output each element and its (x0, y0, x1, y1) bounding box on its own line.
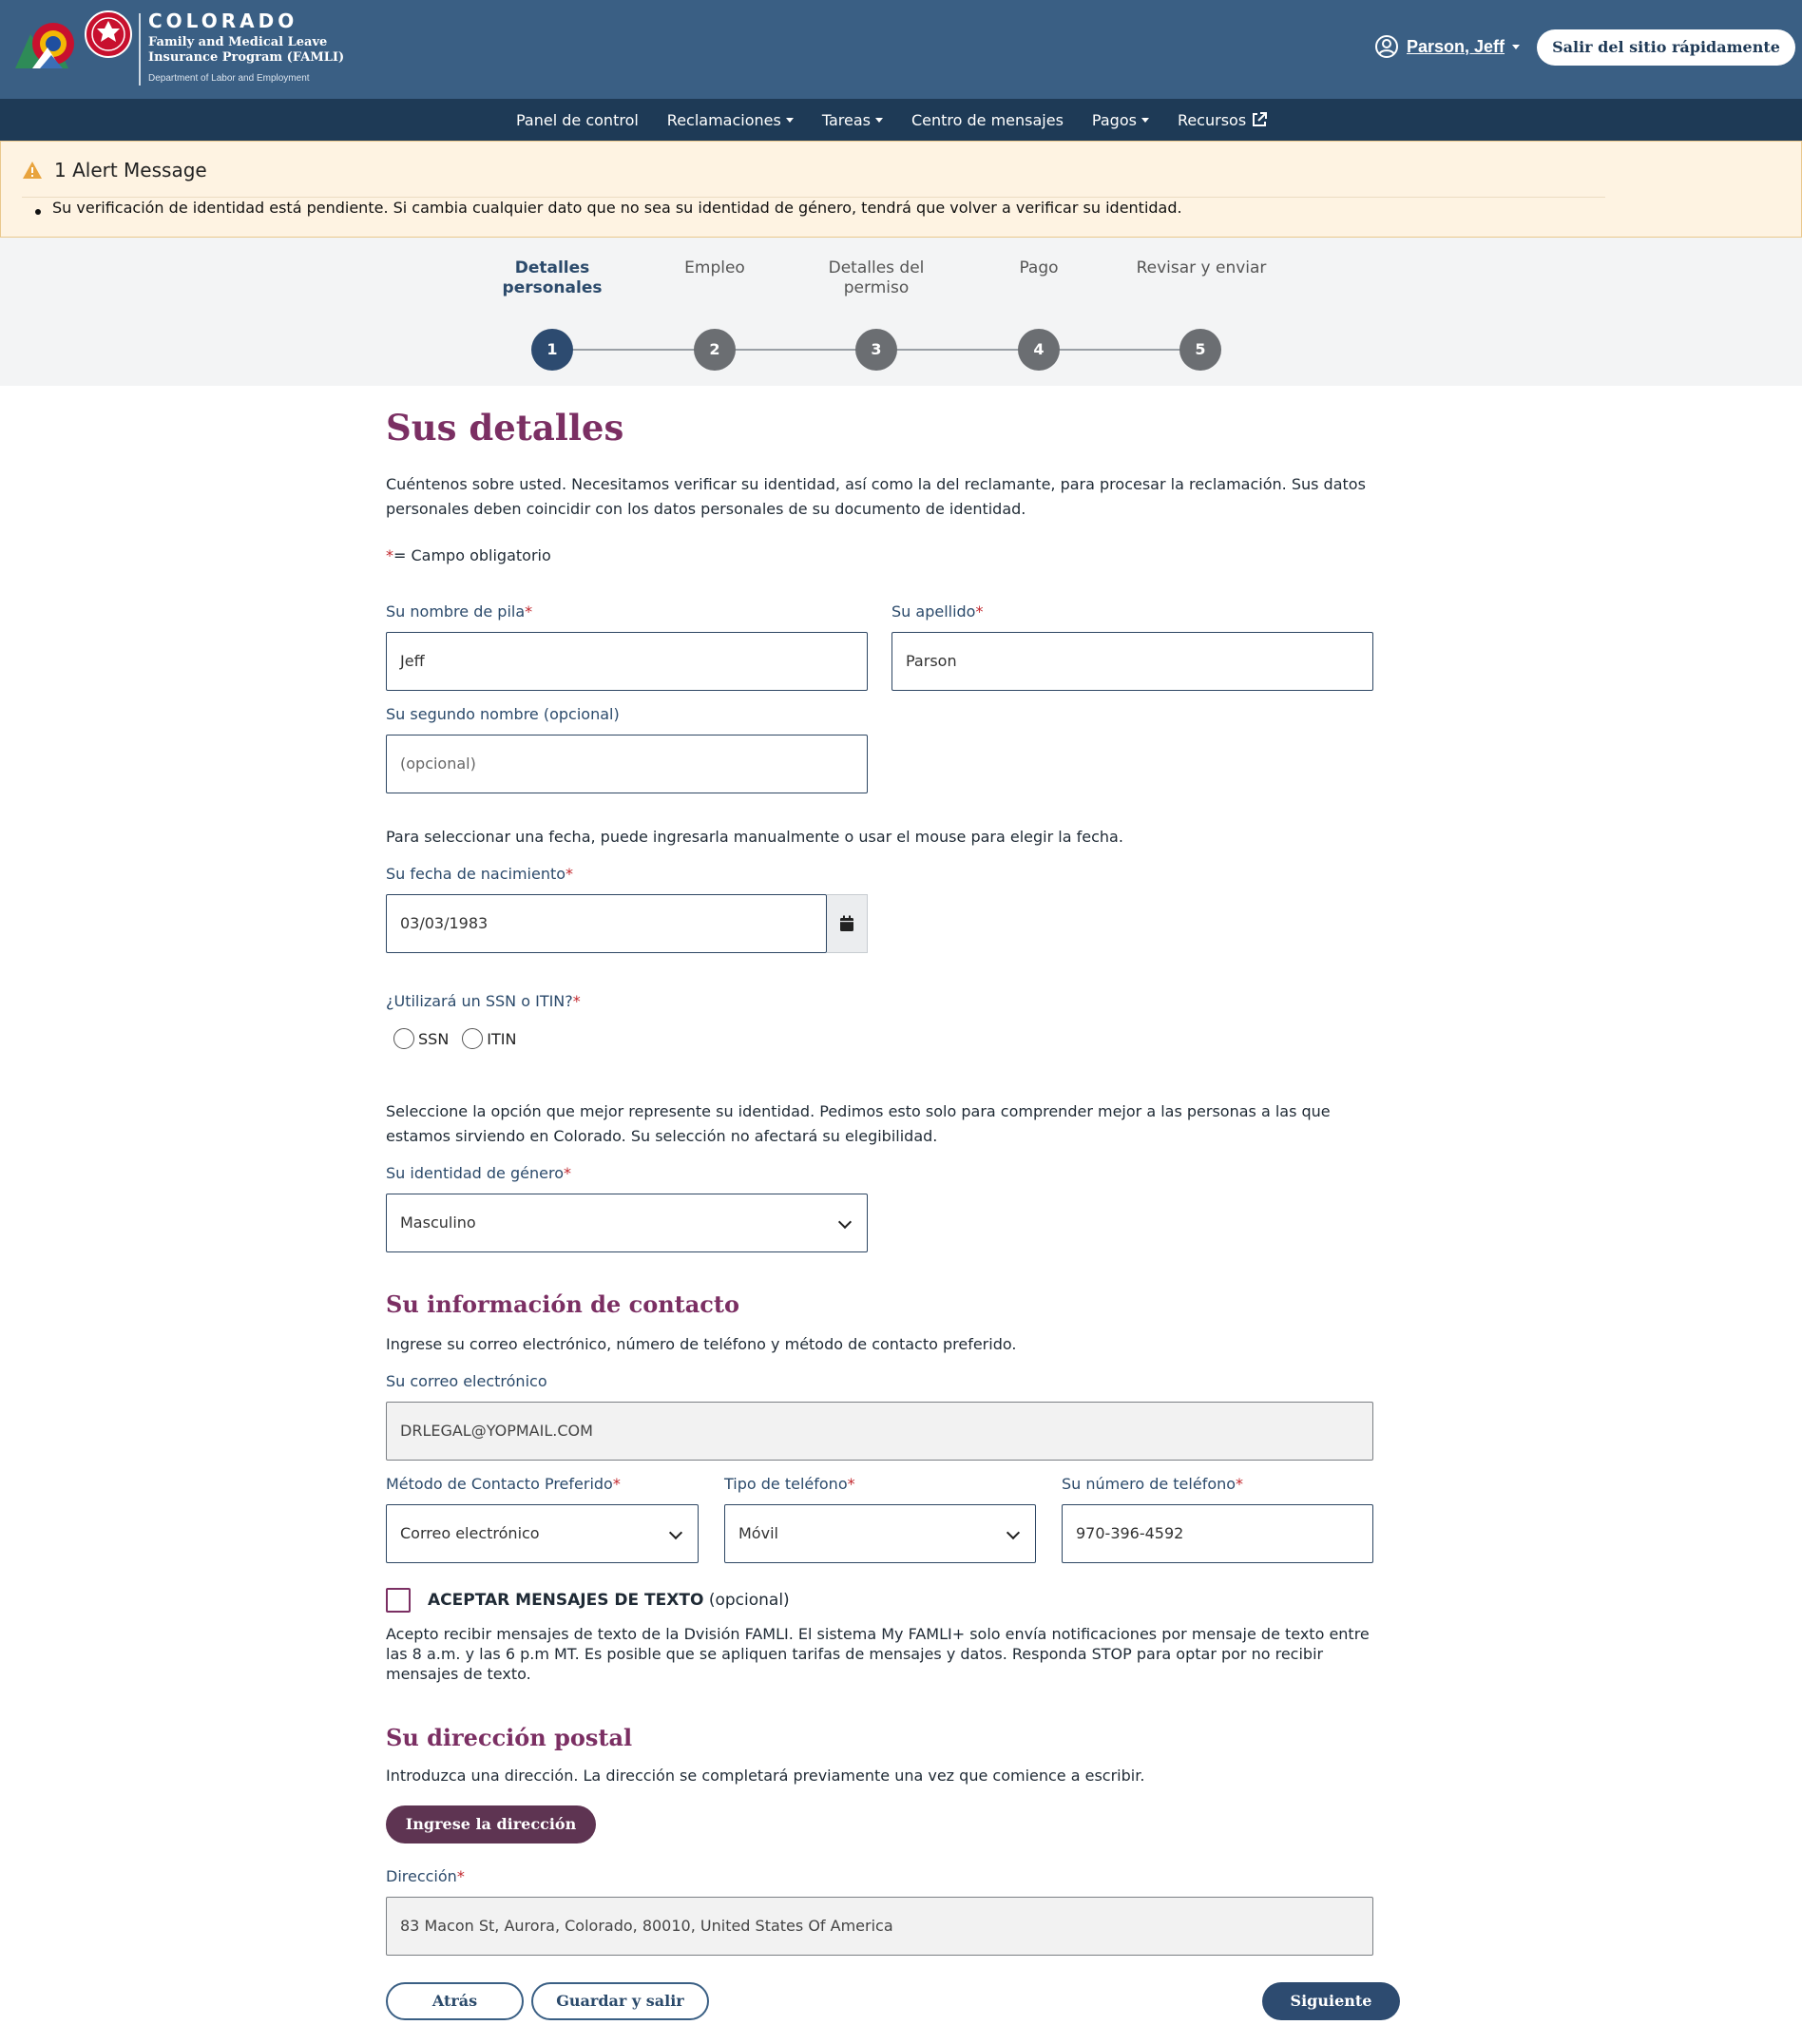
sms-disclaimer: Acepto recibir mensajes de texto de la Dvisión FAMLI. El sistema My FAMLI+ solo envía notificaciones por mensaje de texto entre las 8 a.m. y las 6 p.m MT. Es posible que se apliquen tarifas de mensajes y datos. Responda STOP para optar por no recibir mensajes de texto. (386, 1625, 1370, 1683)
ssn-itin-radio-group (393, 1028, 516, 1049)
chevron-down-icon (669, 1526, 682, 1539)
chevron-down-icon (838, 1215, 852, 1229)
dob-label (386, 865, 573, 883)
gender-hint: Seleccione la opción que mejor represente su identidad. Pedimos esto solo para comprender mejor a las personas a las que estamos sirviendo en Colorado. Su selección no afectará su elegibilidad. (386, 1102, 1331, 1145)
itin-radio[interactable] (462, 1028, 483, 1049)
step-1-circle: 1 (531, 329, 573, 371)
required-asterisk: * (456, 1867, 465, 1885)
alert-title: 1 Alert Message (54, 159, 207, 181)
chevron-down-icon (786, 118, 794, 123)
user-circle-icon (1374, 34, 1399, 59)
logo-title: COLORADO (148, 10, 298, 32)
alert-banner (0, 141, 1802, 238)
logo-divider (139, 13, 141, 86)
contact-intro: Ingrese su correo electrónico, número de teléfono y método de contacto preferido. (386, 1335, 1017, 1353)
gender-select-value: Masculino (400, 1213, 476, 1232)
nav-dashboard[interactable] (516, 111, 639, 129)
save-exit-button[interactable]: Guardar y salir (531, 1982, 709, 2020)
chevron-down-icon (1141, 118, 1149, 123)
chevron-down-icon (1006, 1526, 1020, 1539)
accept-sms-checkbox[interactable] (386, 1588, 411, 1613)
required-asterisk: * (563, 1164, 571, 1182)
next-button[interactable]: Siguiente (1262, 1982, 1400, 2020)
gender-select[interactable] (386, 1194, 868, 1252)
last-name-input[interactable]: Parson (891, 632, 1373, 691)
progress-stepper (0, 238, 1802, 386)
required-note-text: = Campo obligatorio (393, 546, 551, 564)
nav-resources[interactable] (1178, 111, 1268, 129)
last-name-label-text: Su apellido (891, 602, 976, 621)
accept-sms-label[interactable] (428, 1588, 790, 1613)
step-label-payment: Pago (1019, 258, 1059, 277)
phone-number-label (1062, 1475, 1243, 1493)
address-intro: Introduzca una dirección. La dirección se completará previamente una vez que comience a escribir. (386, 1767, 1145, 1785)
required-asterisk: * (975, 602, 984, 621)
required-asterisk: * (525, 602, 533, 621)
ssn-radio-label[interactable]: SSN (418, 1029, 450, 1048)
nav-message-center[interactable] (911, 111, 1064, 129)
nav-tasks[interactable] (822, 111, 883, 129)
user-name[interactable]: Parson, Jeff (1407, 36, 1505, 56)
calendar-icon (839, 915, 854, 932)
first-name-input[interactable]: Jeff (386, 632, 868, 691)
address-label-text: Dirección (386, 1867, 457, 1885)
email-input: DRLEGAL@YOPMAIL.COM (386, 1402, 1373, 1461)
phone-type-value: Móvil (738, 1524, 778, 1542)
phone-type-label (724, 1475, 855, 1493)
first-name-label (386, 602, 532, 621)
nav-dashboard-label: Panel de control (516, 110, 639, 129)
phone-type-select[interactable] (724, 1504, 1036, 1563)
gender-label (386, 1164, 571, 1182)
enter-address-button[interactable]: Ingrese la dirección (386, 1805, 596, 1843)
chevron-down-icon (1512, 45, 1520, 49)
chevron-down-icon (875, 118, 883, 123)
middle-name-input[interactable]: (opcional) (386, 735, 868, 793)
contact-method-value: Correo electrónico (400, 1524, 540, 1542)
quick-exit-button[interactable]: Salir del sitio rápidamente (1537, 29, 1795, 66)
colorado-mountain-logo-icon (13, 13, 86, 70)
required-note (386, 544, 551, 568)
contact-method-select[interactable] (386, 1504, 699, 1563)
contact-section-title: Su información de contacto (386, 1290, 739, 1318)
required-asterisk: * (386, 546, 393, 564)
bullet (35, 209, 41, 215)
phone-type-label-text: Tipo de teléfono (724, 1475, 848, 1493)
ssn-itin-label (386, 992, 581, 1010)
main-nav (0, 99, 1802, 141)
first-name-label-text: Su nombre de pila (386, 602, 526, 621)
contact-method-label (386, 1475, 621, 1493)
dob-label-text: Su fecha de nacimiento (386, 865, 566, 883)
required-asterisk: * (847, 1475, 855, 1493)
address-label (386, 1867, 465, 1885)
ssn-radio[interactable] (393, 1028, 414, 1049)
cdle-seal-icon (84, 10, 133, 59)
calendar-button[interactable] (827, 894, 868, 953)
gender-label-text: Su identidad de género (386, 1164, 564, 1182)
date-hint: Para seleccionar una fecha, puede ingresarla manualmente o usar el mouse para elegir la fecha. (386, 828, 1123, 846)
phone-number-label-text: Su número de teléfono (1062, 1475, 1236, 1493)
required-asterisk: * (572, 992, 581, 1010)
external-link-icon (1251, 111, 1268, 128)
phone-number-input[interactable]: 970-396-4592 (1062, 1504, 1373, 1563)
nav-claims[interactable] (667, 111, 794, 129)
nav-claims-label: Reclamaciones (666, 110, 781, 129)
required-asterisk: * (612, 1475, 621, 1493)
site-header (0, 0, 1802, 99)
step-3-circle: 3 (855, 329, 897, 371)
colorado-famli-logo[interactable] (13, 10, 345, 89)
alert-message: Su verificación de identidad está pendiente. Si cambia cualquier dato que no sea su identidad de género, tendrá que volver a verificar su identidad. (52, 199, 1182, 217)
page-title: Sus detalles (386, 407, 624, 449)
alert-divider (22, 197, 1605, 198)
step-2-circle: 2 (694, 329, 736, 371)
nav-payments[interactable] (1092, 111, 1149, 129)
itin-radio-label[interactable]: ITIN (487, 1029, 517, 1048)
step-label-review-submit: Revisar y enviar (1136, 258, 1267, 277)
ssn-itin-label-text: ¿Utilizará un SSN o ITIN? (386, 992, 573, 1010)
nav-tasks-label: Tareas (821, 110, 871, 129)
dob-input[interactable]: 03/03/1983 (386, 894, 827, 953)
nav-resources-label: Recursos (1177, 110, 1247, 129)
accept-sms-label-bold: ACEPTAR MENSAJES DE TEXTO (428, 1591, 704, 1610)
step-label-personal-details: Detalles personales (502, 258, 603, 297)
step-5-circle: 5 (1179, 329, 1221, 371)
required-asterisk: * (566, 865, 574, 883)
intro-text: Cuéntenos sobre usted. Necesitamos verificar su identidad, así como la del reclamante, para procesar la reclamación. Sus datos personales deben coincidir con los datos personales de su documento de identidad. (386, 475, 1366, 518)
warning-icon (22, 161, 43, 180)
address-input: 83 Macon St, Aurora, Colorado, 80010, United States Of America (386, 1897, 1373, 1956)
email-label: Su correo electrónico (386, 1372, 547, 1390)
step-label-employment: Empleo (684, 258, 745, 277)
accept-sms-label-optional: (opcional) (703, 1591, 790, 1610)
logo-program: Family and Medical Leave Insurance Program (FAMLI) (148, 35, 345, 65)
contact-method-label-text: Método de Contacto Preferido (386, 1475, 613, 1493)
required-asterisk: * (1236, 1475, 1244, 1493)
nav-payments-label: Pagos (1091, 110, 1137, 129)
user-menu[interactable] (1374, 32, 1520, 61)
address-section-title: Su dirección postal (386, 1724, 633, 1751)
back-button[interactable]: Atrás (386, 1982, 524, 2020)
middle-name-label: Su segundo nombre (opcional) (386, 705, 620, 723)
logo-department: Department of Labor and Employment (148, 73, 310, 84)
nav-message-center-label: Centro de mensajes (911, 110, 1064, 129)
step-label-leave-details: Detalles del permiso (828, 258, 925, 297)
step-4-circle: 4 (1018, 329, 1060, 371)
last-name-label (891, 602, 983, 621)
